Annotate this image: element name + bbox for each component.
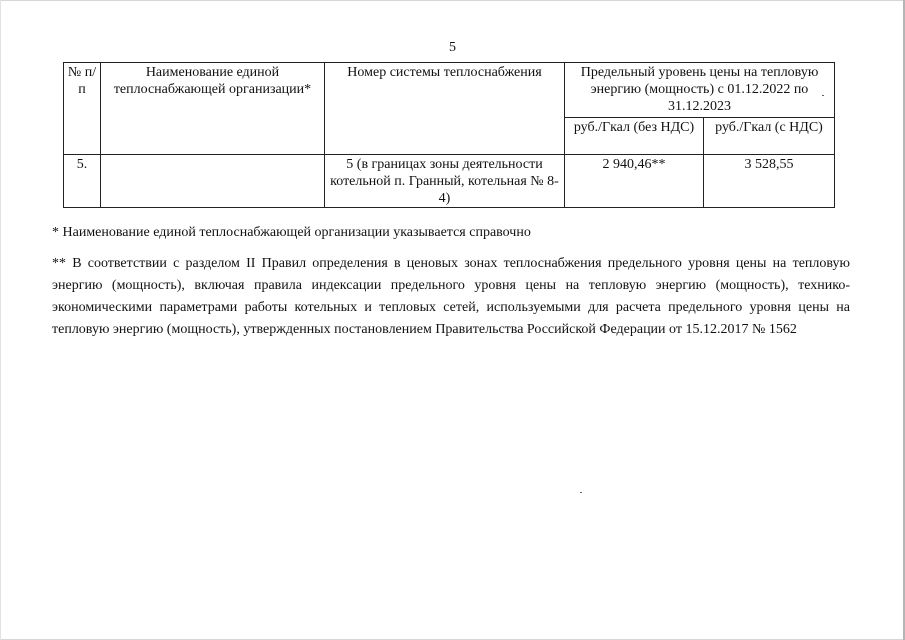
header-price-no-vat-cell bbox=[565, 118, 704, 155]
header-price-no-vat-label: руб./Гкал (без НДС) bbox=[573, 120, 695, 136]
scan-speck bbox=[822, 95, 824, 96]
row-system-cell bbox=[325, 155, 565, 208]
header-number-label: № п/п bbox=[67, 65, 97, 97]
tariff-table bbox=[63, 62, 835, 208]
scan-speck bbox=[580, 492, 582, 493]
row-price-no-vat-cell bbox=[565, 155, 704, 208]
header-system-label: Номер системы теплоснабжения bbox=[347, 65, 542, 80]
header-price-vat-cell bbox=[704, 118, 835, 155]
table-header-row bbox=[64, 63, 835, 118]
footnote-reference: * Наименование единой теплоснабжающей организации указывается справочно bbox=[52, 225, 531, 240]
row-number: 5. bbox=[76, 157, 88, 172]
row-price-vat: 3 528,55 bbox=[744, 157, 794, 172]
row-number-cell bbox=[64, 155, 101, 208]
scan-edge-mark bbox=[0, 0, 905, 1]
page-number: 5 bbox=[449, 40, 456, 55]
header-price-label: Предельный уровень цены на тепловую энергию (мощность) с 01.12.2022 по 31.12.2023 bbox=[580, 65, 819, 114]
row-price-vat-cell bbox=[704, 155, 835, 208]
scan-edge-mark bbox=[0, 0, 1, 640]
header-price-vat-label: руб./Гкал (с НДС) bbox=[715, 120, 823, 136]
row-price-no-vat: 2 940,46** bbox=[602, 157, 666, 172]
table-row bbox=[64, 155, 835, 208]
header-org-cell bbox=[101, 63, 325, 155]
header-number-cell bbox=[64, 63, 101, 155]
footnote-regulation: ** В соответствии с разделом II Правил определения в ценовых зонах теплоснабжения предельного уровня цены на тепловую энергию (мощность), включая правила индексации предельного уровня цены на тепловую энергию (мощность), технико-экономическими параметрами работы котельных и тепловых сетей, используемыми для расчета предельного уровня цены на тепловую энергию (мощность), утвержденных постановлением Правительства Российской Федерации от 15.12.2017 № 1562 bbox=[52, 256, 850, 337]
header-org-label: Наименование единой теплоснабжающей организации* bbox=[113, 65, 312, 97]
header-system-cell bbox=[325, 63, 565, 155]
row-system: 5 (в границах зоны деятельности котельной п. Гранный, котельная № 8-4) bbox=[330, 157, 559, 206]
row-org-cell bbox=[101, 155, 325, 208]
header-price-cell bbox=[565, 63, 835, 118]
